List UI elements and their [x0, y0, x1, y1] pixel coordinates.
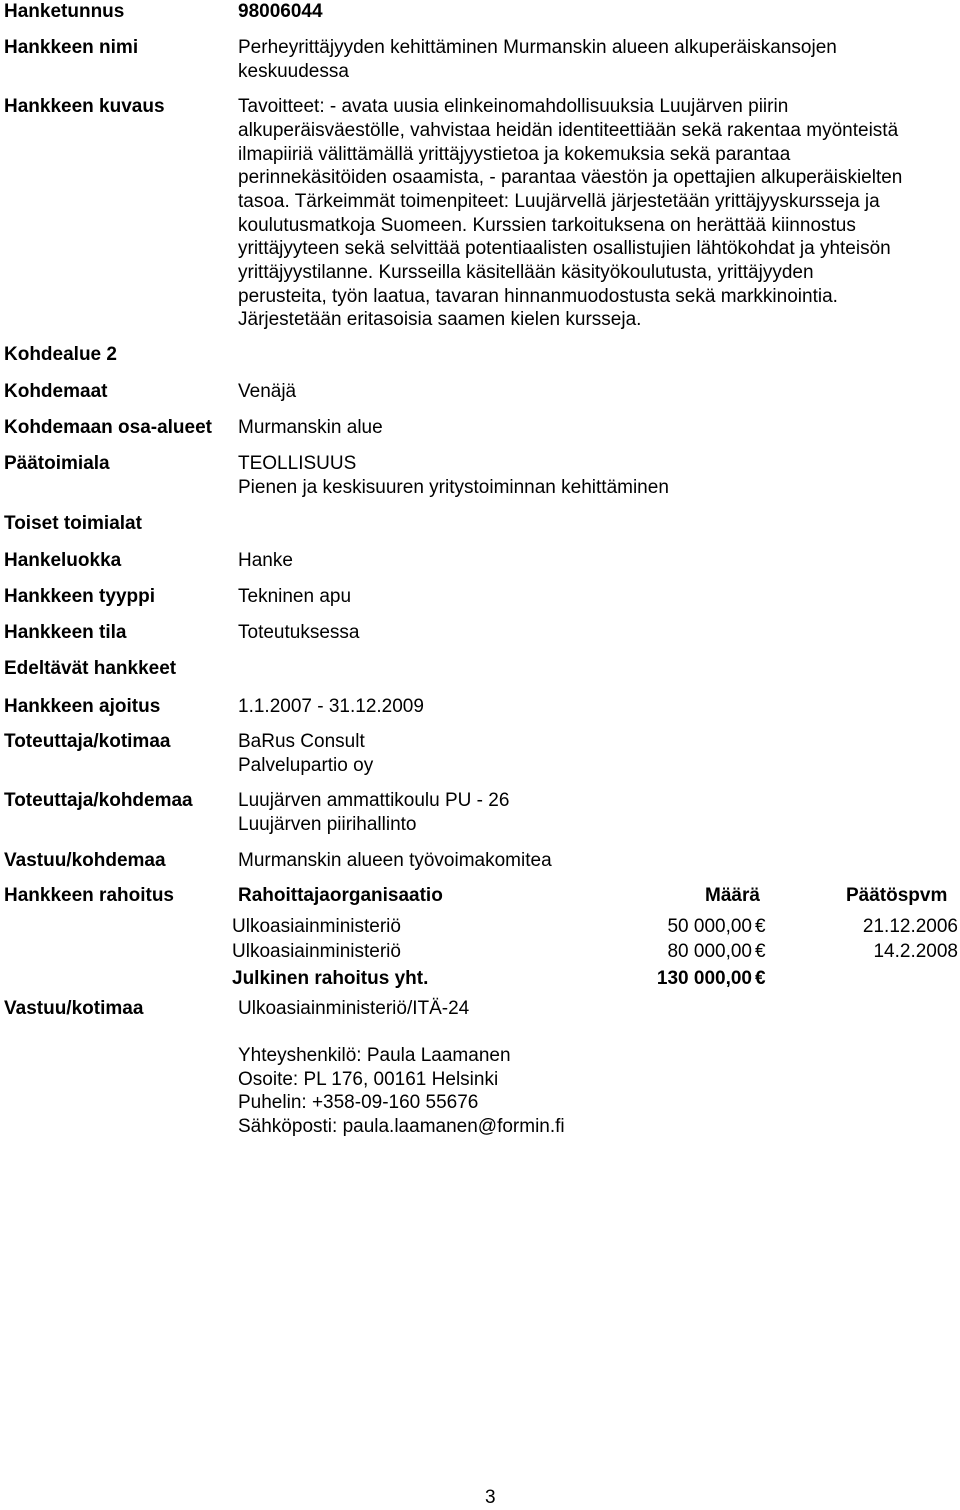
- label-hankkeen-tyyppi: Hankkeen tyyppi: [4, 586, 155, 607]
- value-vastuu-kohdemaa: Murmanskin alueen työvoimakomitea: [238, 850, 552, 871]
- value-vastuu-kotimaa: Ulkoasiainministeriö/ITÄ-24: [238, 998, 470, 1019]
- label-kohdemaat: Kohdemaat: [4, 381, 108, 402]
- value-kuvaus-line: tasoa. Tärkeimmät toimenpiteet: Luujärvellä järjestetään yrittäjyyskursseja ja: [238, 191, 880, 212]
- value-hankkeen-ajoitus: 1.1.2007 - 31.12.2009: [238, 696, 424, 717]
- rahoitus-row-paatospvm: 21.12.2006: [862, 916, 958, 937]
- label-edeltavat-hankkeet: Edeltävät hankkeet: [4, 658, 177, 679]
- value-toteuttaja-kohdemaa-line: Luujärven piirihallinto: [238, 814, 417, 835]
- value-hankkeen-nimi-line: Perheyrittäjyyden kehittäminen Murmanskin alueen alkuperäiskansojen: [238, 37, 837, 58]
- rahoitus-header-org: Rahoittajaorganisaatio: [238, 885, 443, 906]
- contact-email: Sähköposti: paula.laamanen@formin.fi: [238, 1116, 565, 1137]
- value-kuvaus-line: Järjestetään eritasoisia saamen kielen kursseja.: [238, 309, 642, 330]
- rahoitus-row-org: Ulkoasiainministeriö: [232, 941, 401, 962]
- page-number: 3: [485, 1487, 496, 1508]
- value-toteuttaja-kotimaa-line: BaRus Consult: [238, 731, 365, 752]
- value-hankkeen-nimi-line: keskuudessa: [238, 61, 349, 82]
- label-paatoimiala: Päätoimiala: [4, 453, 110, 474]
- label-kohdealue: Kohdealue 2: [4, 344, 117, 365]
- rahoitus-header-paatospvm: Päätöspvm: [846, 885, 948, 906]
- label-hankkeen-rahoitus: Hankkeen rahoitus: [4, 885, 174, 906]
- label-toiset-toimialat: Toiset toimialat: [4, 513, 142, 534]
- value-kuvaus-line: perinnekäsitöiden osaamista, - parantaa väestön ja opettajien alkuperäiskielten: [238, 167, 903, 188]
- rahoitus-row-currency: €: [755, 941, 766, 962]
- label-hankkeen-kuvaus: Hankkeen kuvaus: [4, 96, 165, 117]
- rahoitus-row-maara: 50 000,00: [667, 916, 752, 937]
- label-hankkeen-tila: Hankkeen tila: [4, 622, 127, 643]
- value-hanketunnus: 98006044: [238, 1, 323, 22]
- value-kuvaus-line: perusteita, työn laatua, tavaran hinnanmuodostusta sekä markkinointia.: [238, 286, 838, 307]
- value-paatoimiala-line: TEOLLISUUS: [238, 453, 357, 474]
- value-kuvaus-line: alkuperäisväestölle, vahvistaa heidän identiteettiään sekä rakentaa myönteistä: [238, 120, 899, 141]
- label-toteuttaja-kotimaa: Toteuttaja/kotimaa: [4, 731, 171, 752]
- rahoitus-row-paatospvm: 14.2.2008: [873, 941, 958, 962]
- label-hankeluokka: Hankeluokka: [4, 550, 122, 571]
- label-vastuu-kotimaa: Vastuu/kotimaa: [4, 998, 144, 1019]
- value-kohdemaat: Venäjä: [238, 381, 297, 402]
- value-kohdemaan-osa-alueet: Murmanskin alue: [238, 417, 383, 438]
- rahoitus-total-label: Julkinen rahoitus yht.: [232, 968, 429, 989]
- rahoitus-header-maara: Määrä: [705, 885, 760, 906]
- contact-address: Osoite: PL 176, 00161 Helsinki: [238, 1069, 499, 1090]
- value-kuvaus-line: Tavoitteet: - avata uusia elinkeinomahdollisuuksia Luujärven piirin: [238, 96, 789, 117]
- label-vastuu-kohdemaa: Vastuu/kohdemaa: [4, 850, 166, 871]
- rahoitus-row-maara: 80 000,00: [667, 941, 752, 962]
- value-hankeluokka: Hanke: [238, 550, 293, 571]
- label-hankkeen-ajoitus: Hankkeen ajoitus: [4, 696, 161, 717]
- label-toteuttaja-kohdemaa: Toteuttaja/kohdemaa: [4, 790, 193, 811]
- value-kuvaus-line: koulutusmatkoja Suomeen. Kurssien tarkoituksena on herättää kiinnostus: [238, 215, 856, 236]
- value-kuvaus-line: yrittäjyystilanne. Kursseilla käsitellään käsityökoulutusta, yrittäjyyden: [238, 262, 814, 283]
- value-hankkeen-tyyppi: Tekninen apu: [238, 586, 352, 607]
- contact-phone: Puhelin: +358-09-160 55676: [238, 1092, 479, 1113]
- contact-person: Yhteyshenkilö: Paula Laamanen: [238, 1045, 511, 1066]
- label-kohdemaan-osa-alueet: Kohdemaan osa-alueet: [4, 417, 212, 438]
- value-toteuttaja-kohdemaa-line: Luujärven ammattikoulu PU - 26: [238, 790, 510, 811]
- label-hankkeen-nimi: Hankkeen nimi: [4, 37, 139, 58]
- label-hanketunnus: Hanketunnus: [4, 1, 125, 22]
- value-toteuttaja-kotimaa-line: Palvelupartio oy: [238, 755, 374, 776]
- value-hankkeen-tila: Toteutuksessa: [238, 622, 360, 643]
- rahoitus-row-currency: €: [755, 916, 766, 937]
- value-kuvaus-line: yrittäjyyteen sekä selvittää potentiaalisten osallistujien lähtökohdat ja yhteisön: [238, 238, 891, 259]
- value-kuvaus-line: ilmapiiriä välittämällä yrittäjyystietoa ja kokemuksia sekä parantaa: [238, 144, 791, 165]
- rahoitus-row-org: Ulkoasiainministeriö: [232, 916, 401, 937]
- value-paatoimiala-line: Pienen ja keskisuuren yritystoiminnan kehittäminen: [238, 477, 669, 498]
- rahoitus-total-maara: 130 000,00: [656, 968, 752, 989]
- rahoitus-total-currency: €: [755, 968, 766, 989]
